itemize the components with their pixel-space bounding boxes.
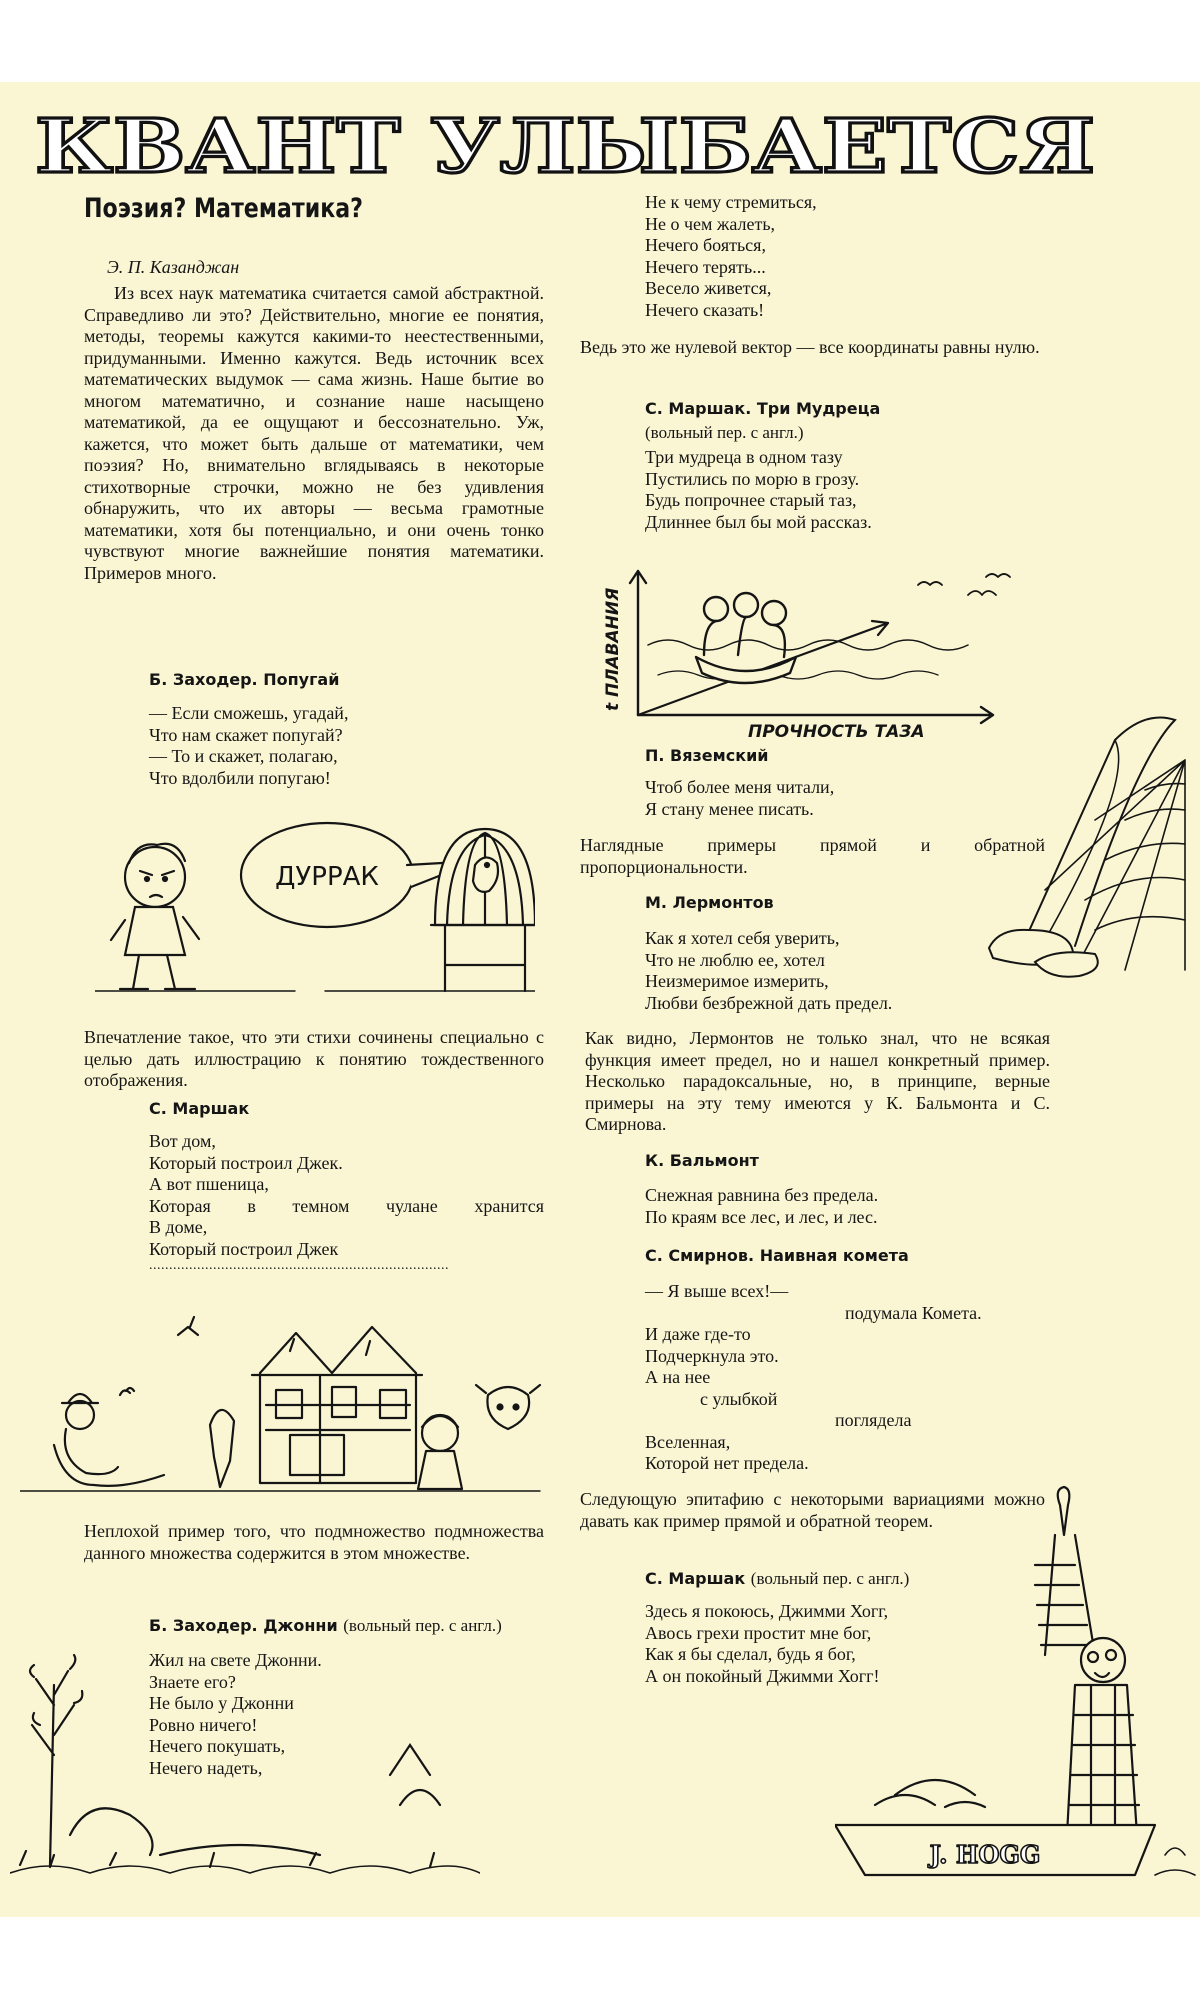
verse-line: Что нам скажет попугай? [149,724,343,745]
verse-line: Как я хотел себя уверить, [645,928,840,948]
verse-line: с улыбкой [700,1388,778,1409]
verse-line: Что не люблю ее, хотел [645,949,825,970]
verse-line: Что вдолбили попугаю! [149,767,331,788]
verse-parrot [149,703,348,789]
verse-balmont [645,1185,878,1228]
verse-line: Нечего покушать, [149,1736,286,1756]
verse-line: Нечего терять... [645,256,766,277]
article-author: Э. П. Казанджан [107,257,240,277]
verse-line: — Я выше всех!— [645,1281,789,1301]
verse-line: Неизмеримое измерить, [645,971,829,991]
verse-line: Нечего надеть, [149,1757,263,1778]
verse-line: Весело живется, [645,278,772,298]
verse-line: А на нее [645,1367,711,1387]
verse-line: Знаете его? [149,1671,236,1692]
verse-line: Любви безбрежной дать предел. [645,992,893,1013]
verse-line: Длиннее был бы мой рассказ. [645,511,872,532]
translation-note: (вольный пер. с англ.) [750,1569,910,1588]
comment-zero-vector: Ведь это же нулевой вектор — все координаты равны нулю. [580,337,1040,357]
poet-marshak-jack: С. Маршак [149,1099,250,1118]
y-axis [630,571,646,715]
poet-lermontov: М. Лермонтов [645,893,774,912]
verse-lermontov [645,928,892,1014]
translation-note [645,423,804,443]
verse-line: Не о чем жалеть, [645,213,776,234]
verse-line: Подчеркнула это. [645,1345,779,1366]
verse-line: Авось грехи простит мне бог, [645,1622,872,1643]
verse-line: поглядела [835,1410,912,1430]
verse-line: Здесь я покоюсь, Джимми Хогг, [645,1601,889,1621]
comment-subset: Неплохой пример того, что подмножество подмножества данного множества содержится в этом множестве. [84,1521,544,1563]
speech-bubble-text: ДУРРАК [275,862,379,892]
ellipsis-divider: ........................................................................... [149,1258,449,1273]
intro-paragraph: Из всех наук математика считается самой абстрактной. Справедливо ли это? Действительно, многие ее понятия, методы, теоремы кажутся какими-то неестественными, придуманными. Именно кажутся. Ведь источник всех математических выдумок — сама жизнь. Наше бытие во многом математично, и сознание наше насыщено математикой, да ее ощущают и бессознательно. Уж, кажется, что может быть дальше от математики, чем поэзия? Но, внимательно вглядываясь в некоторые стихотворные строчки, можно не без удивления обнаружить, что их авторы — весьма грамотные математики, хотя бы потенциально, и они очень тонко чувствуют многие важнейшие понятия математики. Примеров много. [84,283,544,583]
verse-line: Как я бы сделал, будь я бог, [645,1644,856,1664]
verse-line: Который построил Джек [149,1238,339,1259]
comment-limit: Как видно, Лермонтов не только знал, что не всякая функция имеет предел, но и нашел конкретный пример. Несколько парадоксальные, но, в принципе, верные примеры на эту тему имеются у К. Бальмонта и С. Смирнова. [585,1028,1050,1134]
verse-line: Которой нет предела. [645,1453,809,1473]
poet-balmont: К. Бальмонт [645,1151,759,1170]
comment-proportionality: Наглядные примеры прямой и обратной пропорциональности. [580,835,1045,877]
article-heading: Поэзия? Математика? [84,193,364,224]
verse-line: Вот дом, [149,1131,216,1151]
verse-smirnov [645,1281,1045,1475]
verse-line: А он покойный Джимми Хогг! [645,1665,880,1686]
verse-line: Три мудреца в одном тазу [645,447,843,467]
x-axis [638,707,993,723]
y-axis-label: t ПЛАВАНИЯ [603,587,623,711]
house-illustration [20,1295,550,1505]
verse-line: И даже где-то [645,1324,751,1344]
verse-sages [645,447,872,533]
verse-jack [149,1131,544,1260]
verse-line: Который построил Джек. [149,1152,343,1173]
note-text: (вольный пер. с англ.) [645,423,804,442]
verse-line: Чтоб более меня читали, [645,777,835,797]
verse-line: Я стану менее писать. [645,798,814,819]
verse-line: Снежная равнина без предела. [645,1185,879,1205]
jimmy-hogg-illustration [835,1485,1200,1885]
verse-line: Ровно ничего! [149,1714,258,1735]
verse-line: Не было у Джонни [149,1693,294,1713]
verse-line: Будь попрочнее старый таз, [645,490,857,510]
verse-line: Которая в темном чулане хранится [149,1195,544,1216]
x-axis-label: ПРОЧНОСТЬ ТАЗА [748,722,925,740]
page-title [30,102,1100,188]
comment-identity-map: Впечатление такое, что эти стихи сочинены специально с целью дать иллюстрацию к понятию тождественного отображения. [84,1027,544,1090]
comment-theorems: Следующую эпитафию с некоторыми вариациями можно давать как пример прямой и обратной теорем. [580,1489,1045,1531]
boat-label: J. HOGG [929,1840,1041,1869]
trend-arrow [638,621,888,715]
poet-zahoder-parrot: Б. Заходер. Попугай [149,670,340,689]
lazy-johnny-illustration [10,1565,480,1885]
verse-vyazemsky [645,777,834,820]
verse-line: Пустились по морю в грозу. [645,468,860,489]
translation-note: (вольный пер. с англ.) [343,1616,502,1635]
verse-line: А вот пшеница, [149,1174,269,1194]
quill-web-illustration [985,700,1200,985]
parrot-illustration [95,805,535,995]
verse-line: — То и скажет, полагаю, [149,746,338,766]
verse-line: — Если сможешь, угадай, [149,703,349,723]
verse-line: Жил на свете Джонни. [149,1650,322,1670]
poet-name: С. Маршак [645,1569,746,1588]
poet-smirnov: С. Смирнов. Наивная комета [645,1246,909,1265]
page-title-text: КВАНТ УЛЫБАЕТСЯ [35,104,1095,188]
verse-line: Нечего сказать! [645,299,765,320]
verse-line: По краям все лес, и лес, и лес. [645,1206,878,1227]
verse-line: подумала Комета. [845,1302,982,1323]
verse-line: В доме, [149,1217,208,1237]
poet-marshak-sages: С. Маршак. Три Мудреца [645,399,881,418]
poet-vyazemsky: П. Вяземский [645,746,769,765]
verse-johnny-continued [645,192,817,321]
verse-line: Нечего бояться, [645,235,766,255]
verse-line: Не к чему стремиться, [645,192,817,212]
poet-name: Б. Заходер. Джонни [149,1616,338,1635]
sages-graph-illustration [588,565,1028,740]
verse-line: Вселенная, [645,1431,731,1452]
